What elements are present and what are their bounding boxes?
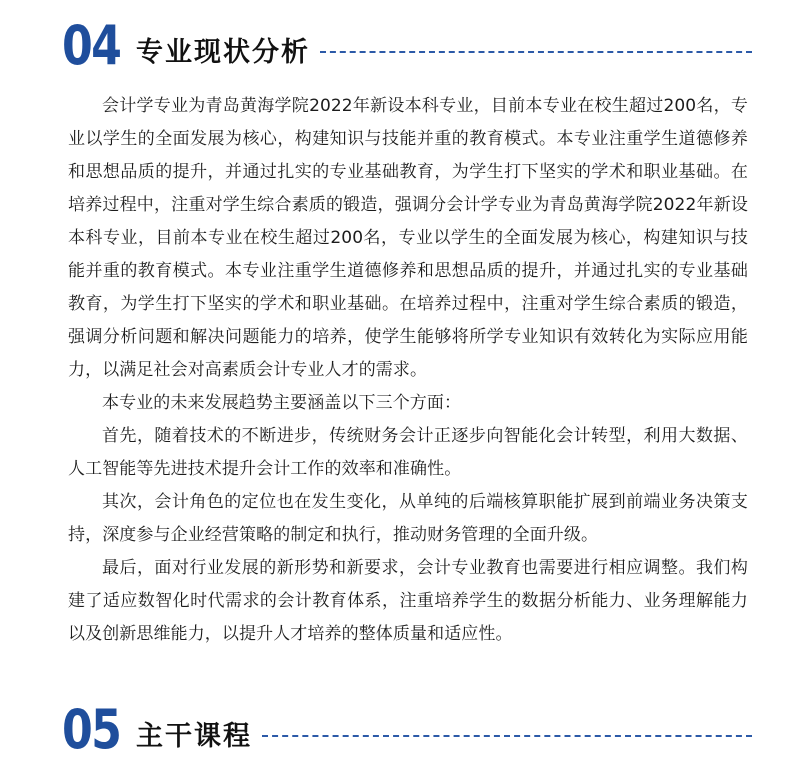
paragraph-second: 其次，会计角色的定位也在发生变化，从单纯的后端核算职能扩展到前端业务决策支持，深度参与企业经营策略的制定和执行，推动财务管理的全面升级。 <box>68 492 748 545</box>
paragraph-last: 最后，面对行业发展的新形势和新要求，会计专业教育也需要进行相应调整。我们构建了适应数智化时代需求的会计教育体系，注重培养学生的数据分析能力、业务理解能力以及创新思维能力，以提升人才培养的整体质量和适应性。 <box>68 558 748 644</box>
section-title: 专业现状分析 <box>136 36 310 68</box>
section-divider <box>320 51 752 53</box>
section-header-04 <box>62 16 752 76</box>
paragraph-first: 首先，随着技术的不断进步，传统财务会计正逐步向智能化会计转型，利用大数据、人工智能等先进技术提升会计工作的效率和准确性。 <box>68 426 748 479</box>
section-number: 05 <box>62 698 121 761</box>
section-body <box>68 90 748 651</box>
section-number: 04 <box>62 14 121 77</box>
section-header-05 <box>62 700 752 760</box>
section-title: 主干课程 <box>136 720 252 752</box>
paragraph-trends-lead: 本专业的未来发展趋势主要涵盖以下三个方面： <box>102 393 462 413</box>
paragraph-intro: 会计学专业为青岛黄海学院2022年新设本科专业，目前本专业在校生超过200名，专业以学生的全面发展为核心，构建知识与技能并重的教育模式。本专业注重学生道德修养和思想品质的提升，并通过扎实的专业基础教育，为学生打下坚实的学术和职业基础。在培养过程中，注重对学生综合素质的锻造，强调分会计学专业为青岛黄海学院2022年新设本科专业，目前本专业在校生超过200名，专业以学生的全面发展为核心，构建知识与技能并重的教育模式。本专业注重学生道德修养和思想品质的提升，并通过扎实的专业基础教育，为学生打下坚实的学术和职业基础。在培养过程中，注重对学生综合素质的锻造，强调分析问题和解决问题能力的培养，使学生能够将所学专业知识有效转化为实际应用能力，以满足社会对高素质会计专业人才的需求。 <box>68 96 748 380</box>
section-divider <box>262 735 752 737</box>
